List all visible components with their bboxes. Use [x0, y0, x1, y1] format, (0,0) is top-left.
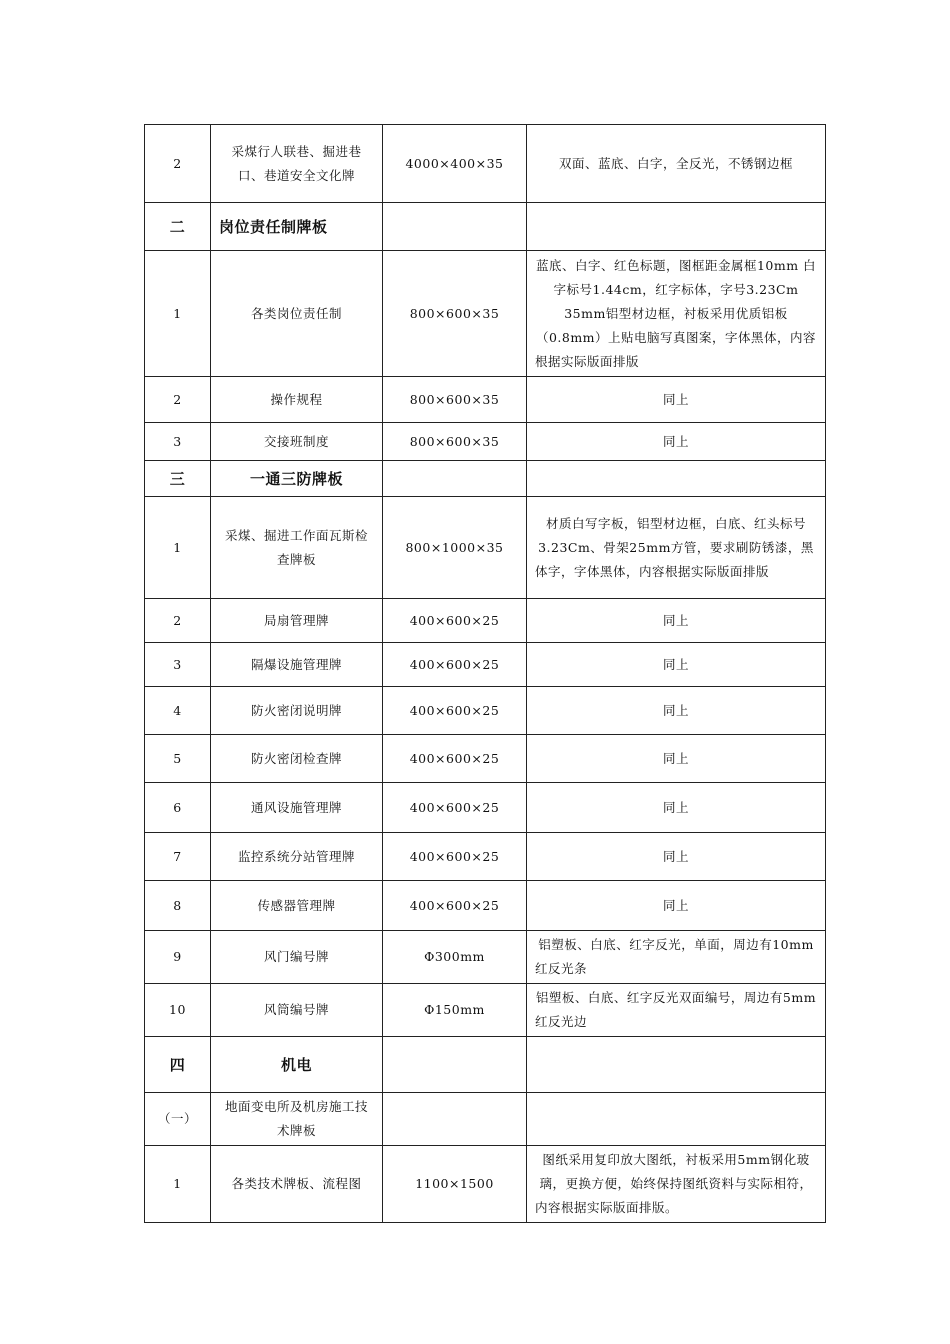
- row-desc: 材质白写字板，铝型材边框，白底、红头标号 3.23Cm、骨架25mm方管，要求刷防锈漆，黑体字，字体黑体，内容根据实际版面排版: [527, 497, 826, 599]
- row-desc: 同上: [527, 643, 826, 687]
- row-size: 400×600×25: [383, 643, 527, 687]
- row-name: 操作规程: [211, 377, 383, 423]
- table-row: [145, 687, 826, 735]
- row-size: 400×600×25: [383, 687, 527, 735]
- row-size: 400×600×25: [383, 783, 527, 833]
- row-size: 4000×400×35: [383, 125, 527, 203]
- row-desc: 同上: [527, 377, 826, 423]
- table-row: [145, 881, 826, 931]
- row-no: 4: [145, 687, 211, 735]
- table-row: [145, 599, 826, 643]
- row-size: [383, 1037, 527, 1093]
- row-size: [383, 461, 527, 497]
- row-name: 地面变电所及机房施工技术牌板: [211, 1093, 383, 1146]
- row-name: 采煤、掘进工作面瓦斯检 查牌板: [211, 497, 383, 599]
- row-desc: 蓝底、白字、红色标题，图框距金属框10mm 白字标号1.44cm，红字标体，字号3.23Cm 35mm铝型材边框，衬板采用优质铝板（0.8mm）上贴电脑写真图案，字体黑体，内容根据实际版面排版: [527, 251, 826, 377]
- row-name: 防火密闭说明牌: [211, 687, 383, 735]
- row-size: 400×600×25: [383, 881, 527, 931]
- row-no: 5: [145, 735, 211, 783]
- table-row: [145, 1146, 826, 1223]
- row-size: [383, 1093, 527, 1146]
- section-title: 一通三防牌板: [211, 461, 383, 497]
- section-title: 机电: [211, 1037, 383, 1093]
- row-name: 监控系统分站管理牌: [211, 833, 383, 881]
- row-name: 通风设施管理牌: [211, 783, 383, 833]
- row-name: 风筒编号牌: [211, 984, 383, 1037]
- row-size: 800×1000×35: [383, 497, 527, 599]
- row-desc: [527, 203, 826, 251]
- table-row: [145, 1093, 826, 1146]
- row-no: 1: [145, 251, 211, 377]
- table-row: [145, 125, 826, 203]
- row-name: 传感器管理牌: [211, 881, 383, 931]
- row-desc: 同上: [527, 599, 826, 643]
- section-no: 四: [145, 1037, 211, 1093]
- section-row: [145, 1037, 826, 1093]
- table-row: [145, 377, 826, 423]
- table-row: [145, 783, 826, 833]
- table-row: [145, 984, 826, 1037]
- row-name: 采煤行人联巷、掘进巷口、巷道安全文化牌: [211, 125, 383, 203]
- row-name: 交接班制度: [211, 423, 383, 461]
- row-no: 2: [145, 377, 211, 423]
- row-size: [383, 203, 527, 251]
- row-name: 各类岗位责任制: [211, 251, 383, 377]
- spec-table: [144, 124, 826, 1223]
- row-size: 800×600×35: [383, 377, 527, 423]
- row-desc: 同上: [527, 687, 826, 735]
- row-no: 1: [145, 497, 211, 599]
- row-name: 隔爆设施管理牌: [211, 643, 383, 687]
- table-row: [145, 735, 826, 783]
- section-no: 三: [145, 461, 211, 497]
- row-name: 防火密闭检查牌: [211, 735, 383, 783]
- row-desc: 铝塑板、白底、红字反光，单面，周边有10mm红反光条: [527, 931, 826, 984]
- row-size: 800×600×35: [383, 251, 527, 377]
- row-desc: 双面、蓝底、白字，全反光，不锈钢边框: [527, 125, 826, 203]
- row-name: 风门编号牌: [211, 931, 383, 984]
- row-no: 7: [145, 833, 211, 881]
- row-size: 400×600×25: [383, 735, 527, 783]
- row-size: 400×600×25: [383, 833, 527, 881]
- row-no: （一）: [145, 1093, 211, 1146]
- table-row: [145, 251, 826, 377]
- row-name: 各类技术牌板、流程图: [211, 1146, 383, 1223]
- row-desc: [527, 461, 826, 497]
- table-row: [145, 423, 826, 461]
- row-no: 1: [145, 1146, 211, 1223]
- table-row: [145, 643, 826, 687]
- row-no: 10: [145, 984, 211, 1037]
- row-name: 局扇管理牌: [211, 599, 383, 643]
- row-size: 800×600×35: [383, 423, 527, 461]
- row-no: 2: [145, 599, 211, 643]
- section-row: [145, 461, 826, 497]
- row-desc: 同上: [527, 423, 826, 461]
- row-no: 8: [145, 881, 211, 931]
- row-no: 6: [145, 783, 211, 833]
- row-no: 9: [145, 931, 211, 984]
- table-row: [145, 497, 826, 599]
- row-size: 400×600×25: [383, 599, 527, 643]
- section-title: 岗位责任制牌板: [211, 203, 383, 251]
- row-no: 3: [145, 423, 211, 461]
- row-desc: [527, 1093, 826, 1146]
- table-row: [145, 931, 826, 984]
- row-desc: 铝塑板、白底、红字反光双面编号，周边有5mm红反光边: [527, 984, 826, 1037]
- row-size: Φ300mm: [383, 931, 527, 984]
- row-size: Φ150mm: [383, 984, 527, 1037]
- section-row: [145, 203, 826, 251]
- table-row: [145, 833, 826, 881]
- row-no: 2: [145, 125, 211, 203]
- row-desc: 同上: [527, 881, 826, 931]
- row-desc: 图纸采用复印放大图纸，衬板采用5mm钢化玻璃，更换方便，始终保持图纸资料与实际相符，内容根据实际版面排版。: [527, 1146, 826, 1223]
- row-no: 3: [145, 643, 211, 687]
- row-desc: 同上: [527, 735, 826, 783]
- section-no: 二: [145, 203, 211, 251]
- row-desc: 同上: [527, 783, 826, 833]
- row-desc: [527, 1037, 826, 1093]
- row-desc: 同上: [527, 833, 826, 881]
- row-size: 1100×1500: [383, 1146, 527, 1223]
